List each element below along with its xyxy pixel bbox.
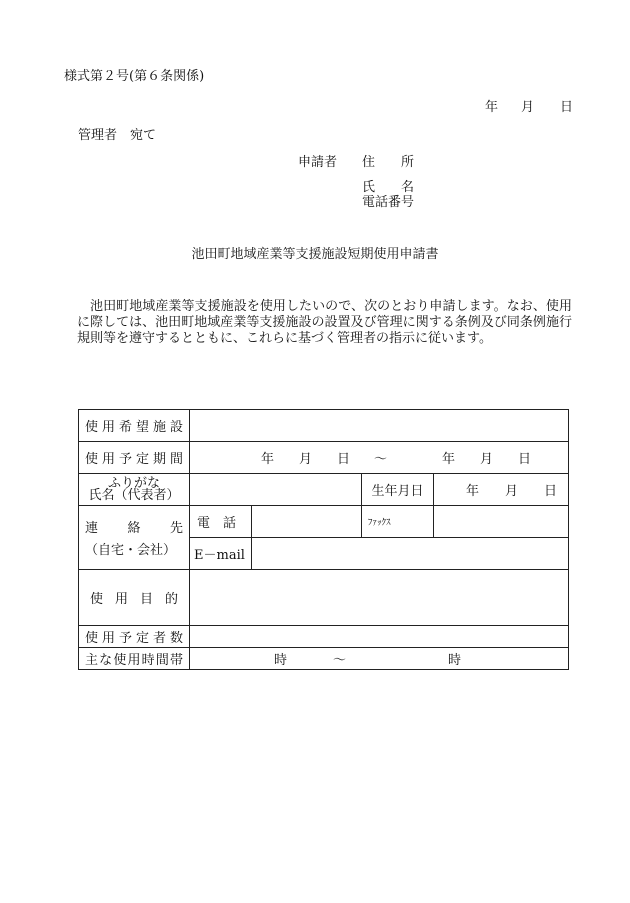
contact-sub-label: （自宅・会社） <box>85 543 177 558</box>
applicant-address-label: 住 所 <box>362 155 415 170</box>
row-purpose <box>79 570 569 626</box>
date-line <box>485 101 573 114</box>
hours-label: 主な使用時間帯 <box>79 648 190 670</box>
hours-from: 時 <box>274 653 288 668</box>
period-month2: 月 <box>480 452 494 467</box>
email-label: E－mail <box>190 538 252 570</box>
row-contact-phone <box>79 506 569 538</box>
applicant-name-label: 氏 名 <box>362 180 415 195</box>
applicant-phone-label: 電話番号 <box>362 195 415 210</box>
dob-field[interactable] <box>434 474 569 506</box>
people-field[interactable] <box>190 626 569 648</box>
period-day1: 日 <box>337 452 351 467</box>
period-month1: 月 <box>299 452 313 467</box>
name-label-cell <box>79 474 190 506</box>
dob-day: 日 <box>544 484 558 499</box>
phone-field[interactable] <box>252 506 362 538</box>
row-hours <box>79 648 569 670</box>
people-label: 使用予定者数 <box>79 626 190 648</box>
period-label: 使用予定期間 <box>79 442 190 474</box>
email-field[interactable] <box>252 538 569 570</box>
date-month: 月 <box>521 100 535 115</box>
row-period <box>79 442 569 474</box>
fax-field[interactable] <box>434 506 569 538</box>
period-field[interactable] <box>190 442 569 474</box>
hours-field[interactable] <box>190 648 569 670</box>
form-id: 様式第２号(第６条関係) <box>64 69 205 84</box>
period-day2: 日 <box>518 452 532 467</box>
row-name <box>79 474 569 506</box>
date-year: 年 <box>485 100 499 115</box>
fax-label: ﾌｧｯｸｽ <box>362 506 434 538</box>
addressee: 管理者 宛て <box>78 128 157 143</box>
contact-label: 連絡先 <box>85 521 183 536</box>
row-facility <box>79 410 569 442</box>
purpose-label: 使用目的 <box>79 570 190 626</box>
hours-to: 時 <box>448 653 462 668</box>
facility-field[interactable] <box>190 410 569 442</box>
purpose-field[interactable] <box>190 570 569 626</box>
hours-tilde: ～ <box>333 653 347 668</box>
dob-label: 生年月日 <box>362 474 434 506</box>
contact-label-cell <box>79 506 190 570</box>
dob-month: 月 <box>505 484 519 499</box>
dob-year: 年 <box>466 484 480 499</box>
phone-label: 電 話 <box>190 506 252 538</box>
period-year1: 年 <box>261 452 275 467</box>
name-label: 氏名（代表者） <box>88 487 180 503</box>
facility-label: 使用希望施設 <box>79 410 190 442</box>
period-year2: 年 <box>442 452 456 467</box>
application-form-table <box>78 409 569 670</box>
document-title: 池田町地域産業等支援施設短期使用申請書 <box>191 247 439 262</box>
name-field[interactable] <box>190 474 362 506</box>
period-tilde: ～ <box>374 452 388 467</box>
applicant-label: 申請者 <box>298 155 338 170</box>
body-text: 池田町地域産業等支援施設を使用したいので、次のとおり申請します。なお、使用に際しては、池田町地域産業等支援施設の設置及び管理に関する条例及び同条例施行規則等を遵守するとともに、これらに基づく管理者の指示に従います。 <box>77 299 572 346</box>
date-day: 日 <box>560 100 574 115</box>
row-people <box>79 626 569 648</box>
furigana-label: ふりがな <box>107 475 160 491</box>
